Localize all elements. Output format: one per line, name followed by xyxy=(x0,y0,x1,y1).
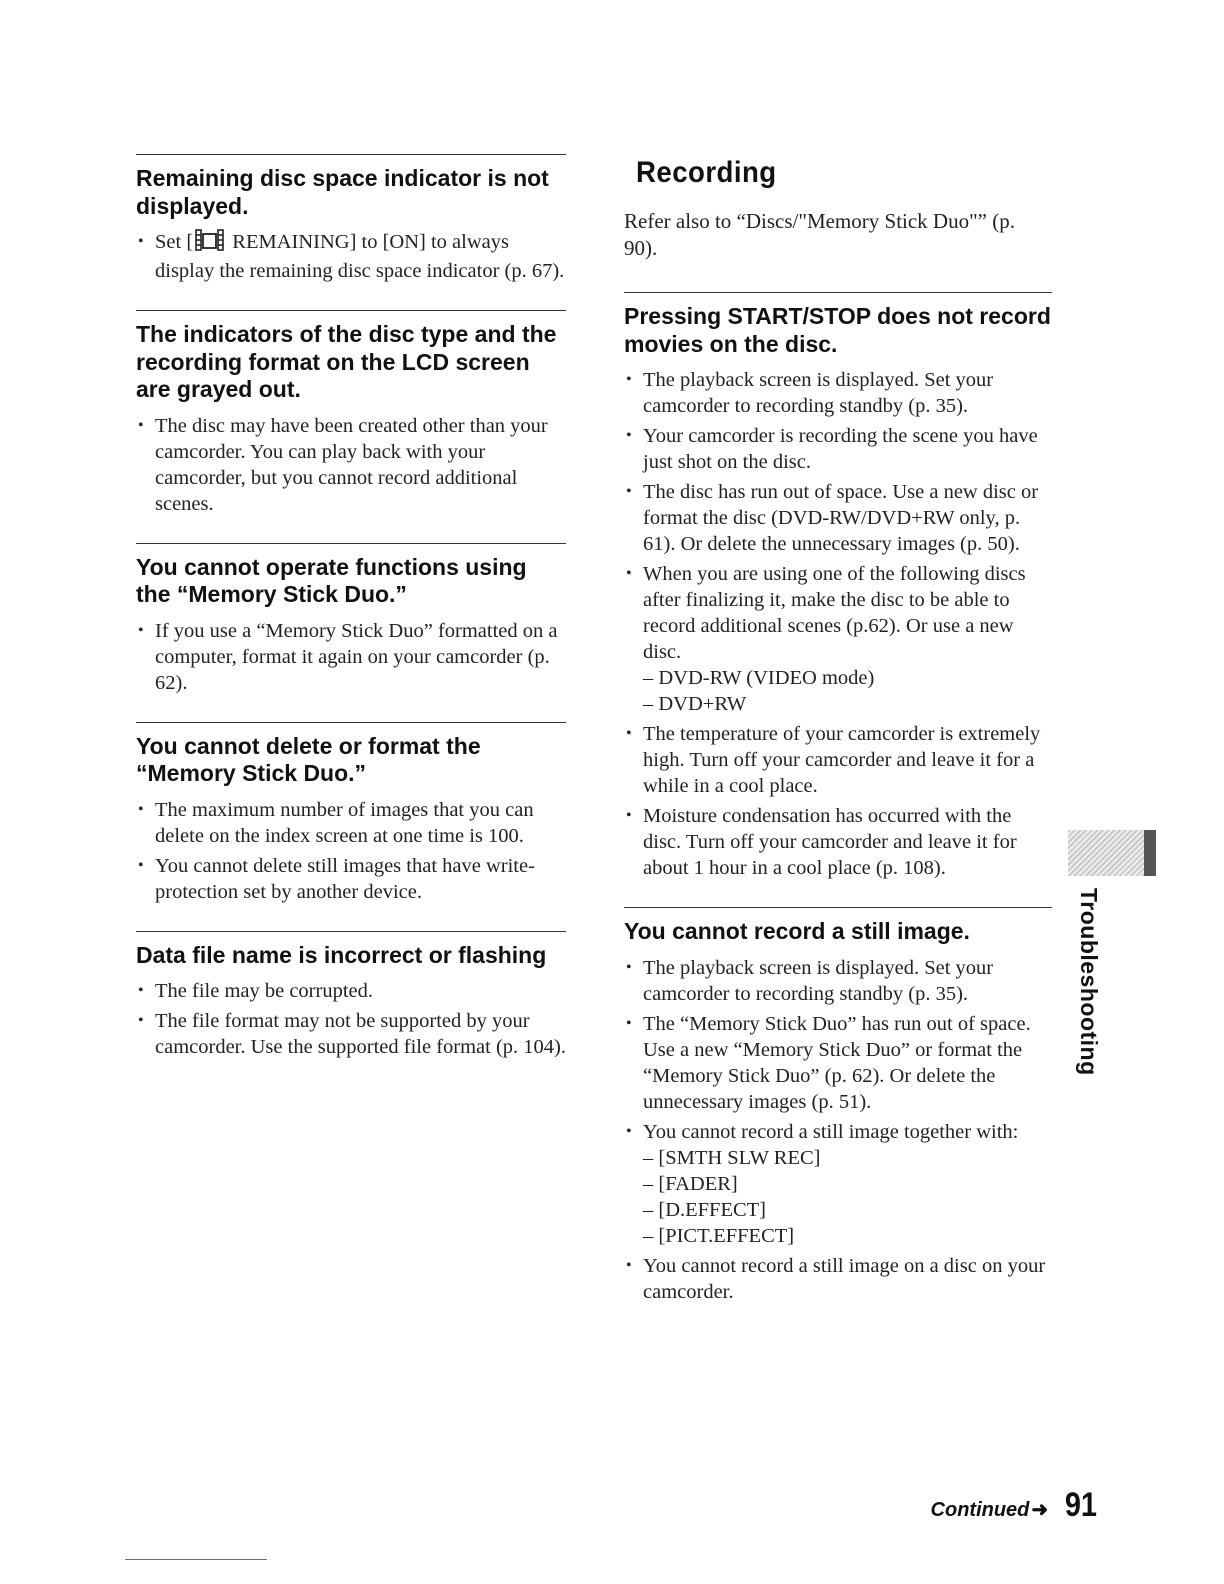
section-data-file-name xyxy=(136,931,566,1061)
section-heading: Pressing START/STOP does not record movies on the disc. xyxy=(624,303,1051,357)
section-heading: You cannot record a still image. xyxy=(624,918,970,944)
bullet-list xyxy=(136,797,566,905)
divider xyxy=(125,1559,267,1560)
list-item: • Set [ REMAINING] to [ON] to always display the remaining disc space indicator (p. 67). xyxy=(136,229,566,284)
section-heading: You cannot operate functions using the “Memory Stick Duo.” xyxy=(136,553,527,607)
page-title: Recording xyxy=(636,156,777,189)
list-item: • The file may be corrupted. xyxy=(136,978,566,1004)
list-item: • Moisture condensation has occurred with the disc. Turn off your camcorder and leave it for about 1 hour in a cool place (p. 108). xyxy=(624,803,1052,881)
sub-list-item: – [D.EFFECT] xyxy=(643,1198,766,1221)
sub-list-item: – [SMTH SLW REC] xyxy=(643,1146,821,1169)
section-cannot-operate-memory-stick xyxy=(136,543,566,696)
sub-list-item: – [FADER] xyxy=(643,1172,738,1195)
section-start-stop xyxy=(624,292,1052,881)
bullet-list xyxy=(136,978,566,1060)
continued-label: Continued xyxy=(930,1499,1030,1521)
section-cannot-record-still xyxy=(624,907,1052,1305)
section-cannot-delete-format xyxy=(136,722,566,905)
bullet-list xyxy=(136,229,566,284)
chapter-side-label: Troubleshooting xyxy=(1076,888,1102,1076)
list-item: • The disc has run out of space. Use a new disc or format the disc (DVD-RW/DVD+RW only, p. 61). Or delete the unnecessary images (p. 50). xyxy=(624,479,1052,557)
page-footer xyxy=(931,1486,1100,1525)
bullet-list xyxy=(136,618,566,696)
list-item: • If you use a “Memory Stick Duo” formatted on a computer, format it again on your camcorder (p. 62). xyxy=(136,618,566,696)
bullet-list xyxy=(624,367,1052,881)
sub-list xyxy=(643,665,1052,717)
film-frame-icon xyxy=(195,229,225,258)
list-item: • The file format may not be supported by your camcorder. Use the supported file format (p. 104). xyxy=(136,1008,566,1060)
list-item: • You cannot record a still image together with: – [SMTH SLW REC] – [FADER] – [D.EFFECT] – [PICT.EFFECT] xyxy=(624,1119,1052,1249)
list-item: • The maximum number of images that you can delete on the index screen at one time is 100. xyxy=(136,797,566,849)
right-column xyxy=(624,154,1052,1331)
section-heading: Data file name is incorrect or flashing xyxy=(136,941,547,968)
list-item: • The temperature of your camcorder is extremely high. Turn off your camcorder and leave it for a while in a cool place. xyxy=(624,721,1052,799)
sub-list xyxy=(643,1145,1052,1249)
list-item: • The playback screen is displayed. Set your camcorder to recording standby (p. 35). xyxy=(624,955,1052,1007)
arrow-right-icon: ➜ xyxy=(1031,1499,1049,1521)
list-item: • You cannot record a still image on a disc on your camcorder. xyxy=(624,1253,1052,1305)
section-heading: Remaining disc space indicator is not displayed. xyxy=(136,165,549,219)
chapter-tab-marker xyxy=(1068,830,1156,876)
intro-text: Refer also to “Discs/"Memory Stick Duo"” (p. 90). xyxy=(624,209,1015,260)
section-heading: You cannot delete or format the “Memory Stick Duo.” xyxy=(136,732,481,786)
page-number: 91 xyxy=(1065,1486,1098,1524)
bullet-list xyxy=(624,955,1052,1305)
sub-list-item: – DVD+RW xyxy=(643,693,747,715)
list-item: • The playback screen is displayed. Set your camcorder to recording standby (p. 35). xyxy=(624,367,1052,419)
list-item: • The disc may have been created other than your camcorder. You can play back with your camcorder, but you cannot record additional scenes. xyxy=(136,413,566,517)
sub-list-item: – DVD-RW (VIDEO mode) xyxy=(643,667,875,689)
list-item: • When you are using one of the following discs after finalizing it, make the disc to be able to record additional scenes (p.62). Or use a new disc. – DVD-RW (VIDEO mode) – DVD+RW xyxy=(624,561,1052,717)
list-item: • The “Memory Stick Duo” has run out of space. Use a new “Memory Stick Duo” or format the “Memory Stick Duo” (p. 62). Or delete the unnecessary images (p. 51). xyxy=(624,1011,1052,1115)
bullet-list xyxy=(136,413,566,517)
section-indicators-grayed-out xyxy=(136,310,566,517)
list-item: • Your camcorder is recording the scene you have just shot on the disc. xyxy=(624,423,1052,475)
section-remaining-disc-space xyxy=(136,154,566,284)
list-item: • You cannot delete still images that have write-protection set by another device. xyxy=(136,853,566,905)
left-column xyxy=(136,154,566,1086)
section-heading: The indicators of the disc type and the recording format on the LCD screen are grayed out. xyxy=(136,321,557,402)
sub-list-item: – [PICT.EFFECT] xyxy=(643,1224,795,1247)
